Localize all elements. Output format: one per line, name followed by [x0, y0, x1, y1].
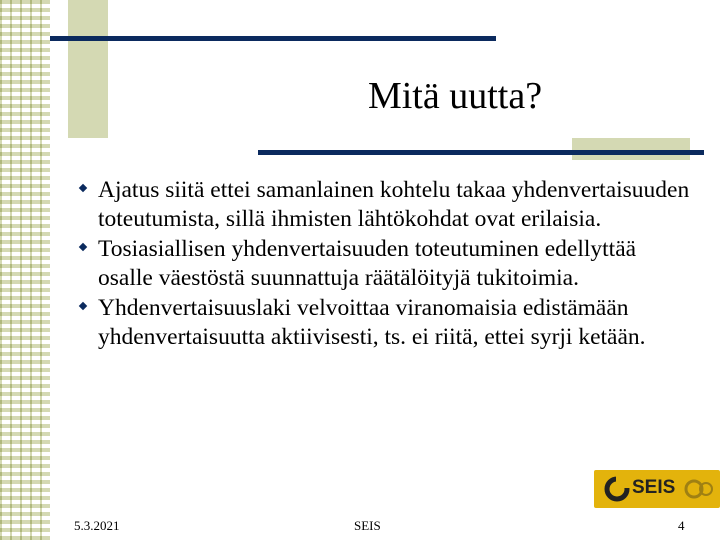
- logo-mark-icon: [604, 476, 630, 502]
- slide-title: Mitä uutta?: [367, 75, 543, 117]
- footer-date: 5.3.2021: [74, 518, 120, 533]
- bullet-text: Tosiasiallisen yhdenvertaisuuden toteutuminen edellyttää osalle väestöstä suunnattuja räätälöityjä tukitoimia.: [98, 236, 637, 291]
- logo-pattern-icon: [684, 476, 714, 502]
- decorative-stripes: [0, 0, 50, 540]
- bullet-item: [74, 294, 694, 351]
- bullet-item: [74, 176, 694, 233]
- diamond-bullet-icon: [79, 243, 87, 251]
- bullet-list: [74, 176, 694, 353]
- diamond-bullet-icon: [79, 302, 87, 310]
- bullet-text: Ajatus siitä ettei samanlainen kohtelu takaa yhdenvertaisuuden toteutumista, sillä ihmisten lähtökohdat ovat erilaisia.: [98, 177, 690, 232]
- decorative-bar-vertical: [68, 0, 108, 138]
- page-number: 4: [678, 518, 685, 533]
- title-rule-top: [50, 36, 496, 41]
- footer-label: SEIS: [354, 518, 381, 533]
- seis-logo: [594, 470, 720, 508]
- decorative-bar-horizontal: [572, 138, 690, 160]
- bullet-item: [74, 235, 694, 292]
- bullet-text: Yhdenvertaisuuslaki velvoittaa viranomaisia edistämään yhdenvertaisuutta aktiivisesti, ts. ei riitä, ettei syrji ketään.: [98, 295, 646, 350]
- logo-text: SEIS: [632, 477, 676, 498]
- diamond-bullet-icon: [79, 184, 87, 192]
- title-rule-bottom: [258, 150, 704, 155]
